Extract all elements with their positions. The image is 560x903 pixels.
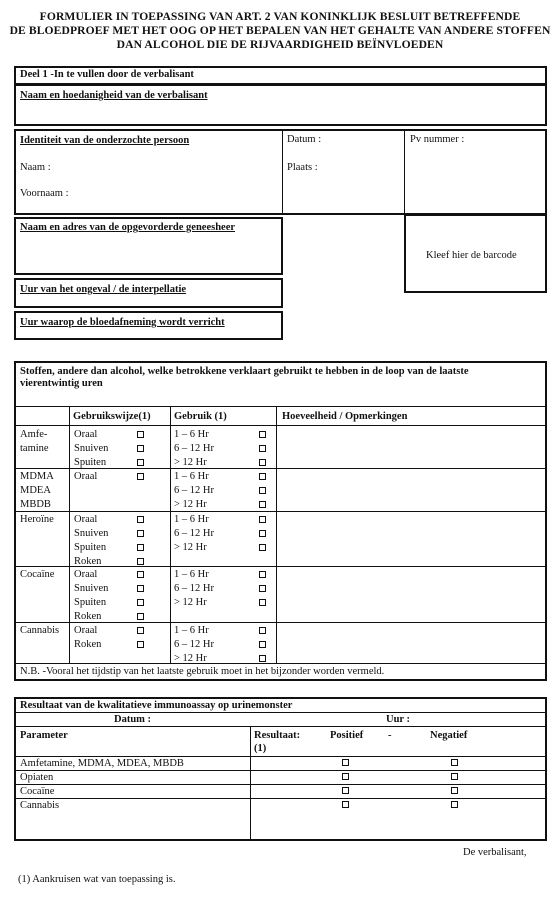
wijze-checkbox[interactable] bbox=[137, 459, 144, 466]
datum-field[interactable]: Datum : bbox=[287, 134, 322, 145]
negatief-checkbox[interactable] bbox=[451, 773, 458, 780]
substance-mdma-line-2: MDEA bbox=[20, 485, 51, 496]
parameter-row-cocaine: Cocaïne bbox=[20, 786, 55, 797]
col-divider-2 bbox=[170, 407, 171, 663]
datum-rule bbox=[15, 726, 546, 727]
wijze-label: Snuiven bbox=[74, 443, 109, 454]
negatief-checkbox[interactable] bbox=[451, 787, 458, 794]
form-title-line-3: DAN ALCOHOL DIE DE RIJVAARDIGHEID BEÏNVLOEDEN bbox=[116, 38, 444, 51]
identity-divider-1 bbox=[282, 130, 283, 215]
resultaat-footnote-ref: (1) bbox=[254, 743, 267, 754]
positief-negatief-dash: - bbox=[388, 730, 392, 741]
time-checkbox[interactable] bbox=[259, 585, 266, 592]
wijze-checkbox[interactable] bbox=[137, 585, 144, 592]
stoffen-note: N.B. -Vooral het tijdstip van het laatste gebruik moet in het bijzonder worden vermeld. bbox=[20, 666, 385, 677]
column-header-rule bbox=[15, 425, 546, 426]
time-label: 6 – 12 Hr bbox=[174, 443, 214, 454]
deel1-header: Deel 1 -In te vullen door de verbalisant bbox=[20, 69, 194, 80]
stoffen-header-rule bbox=[15, 406, 546, 407]
form-title-line-2: DE BLOEDPROEF MET HET OOG OP HET BEPALEN VAN HET GEHALTE VAN ANDERE STOFFEN bbox=[9, 24, 551, 37]
identiteit-label: Identiteit van de onderzochte persoon bbox=[20, 135, 190, 146]
time-checkbox[interactable] bbox=[259, 487, 266, 494]
time-label: > 12 Hr bbox=[174, 457, 207, 468]
wijze-label: Snuiven bbox=[74, 528, 109, 539]
resultaat-uur[interactable]: Uur : bbox=[386, 714, 411, 725]
wijze-checkbox[interactable] bbox=[137, 530, 144, 537]
wijze-checkbox[interactable] bbox=[137, 445, 144, 452]
wijze-label: Roken bbox=[74, 639, 102, 650]
time-checkbox[interactable] bbox=[259, 431, 266, 438]
wijze-checkbox[interactable] bbox=[137, 571, 144, 578]
time-label: 1 – 6 Hr bbox=[174, 429, 209, 440]
wijze-label: Oraal bbox=[74, 429, 98, 440]
negatief-label: Negatief bbox=[430, 730, 468, 741]
wijze-label: Spuiten bbox=[74, 457, 107, 468]
pv-nummer-field[interactable]: Pv nummer : bbox=[410, 134, 465, 145]
time-label: > 12 Hr bbox=[174, 653, 207, 664]
parameter-row-cannabis: Cannabis bbox=[20, 800, 60, 811]
row-rule bbox=[15, 622, 546, 623]
row-rule bbox=[15, 784, 546, 785]
wijze-checkbox[interactable] bbox=[137, 627, 144, 634]
resultaat-header-rule bbox=[15, 712, 546, 713]
time-checkbox[interactable] bbox=[259, 501, 266, 508]
positief-checkbox[interactable] bbox=[342, 759, 349, 766]
substance-cannabis: Cannabis bbox=[20, 625, 60, 636]
substance-amfetamine-line-2: tamine bbox=[20, 443, 49, 454]
row-rule bbox=[15, 798, 546, 799]
col-gebruikswijze: Gebruikswijze(1) bbox=[73, 411, 151, 422]
positief-checkbox[interactable] bbox=[342, 801, 349, 808]
row-rule bbox=[15, 468, 546, 469]
positief-label: Positief bbox=[330, 730, 364, 741]
resultaat-label: Resultaat: bbox=[254, 730, 301, 741]
positief-checkbox[interactable] bbox=[342, 787, 349, 794]
time-checkbox[interactable] bbox=[259, 641, 266, 648]
time-label: > 12 Hr bbox=[174, 597, 207, 608]
ongeval-label: Uur van het ongeval / de interpellatie bbox=[20, 284, 187, 295]
wijze-label: Spuiten bbox=[74, 597, 107, 608]
time-checkbox[interactable] bbox=[259, 571, 266, 578]
time-label: > 12 Hr bbox=[174, 542, 207, 553]
verbalisant-label: Naam en hoedanigheid van de verbalisant bbox=[20, 90, 208, 101]
wijze-label: Oraal bbox=[74, 569, 98, 580]
substance-mdma-line-3: MBDB bbox=[20, 499, 51, 510]
time-label: > 12 Hr bbox=[174, 499, 207, 510]
time-label: 6 – 12 Hr bbox=[174, 583, 214, 594]
wijze-label: Roken bbox=[74, 611, 102, 622]
barcode-label: Kleef hier de barcode bbox=[426, 250, 517, 261]
time-checkbox[interactable] bbox=[259, 473, 266, 480]
time-label: 1 – 6 Hr bbox=[174, 514, 209, 525]
time-checkbox[interactable] bbox=[259, 627, 266, 634]
time-checkbox[interactable] bbox=[259, 599, 266, 606]
wijze-checkbox[interactable] bbox=[137, 613, 144, 620]
time-label: 1 – 6 Hr bbox=[174, 471, 209, 482]
voornaam-field[interactable]: Voornaam : bbox=[20, 188, 69, 199]
row-rule bbox=[15, 770, 546, 771]
substance-cocaine: Cocaïne bbox=[20, 569, 55, 580]
wijze-checkbox[interactable] bbox=[137, 431, 144, 438]
footnote: (1) Aankruisen wat van toepassing is. bbox=[18, 874, 176, 885]
parameter-label: Parameter bbox=[20, 730, 68, 741]
stoffen-header-line-2: vierentwintig uren bbox=[20, 378, 103, 389]
wijze-checkbox[interactable] bbox=[137, 599, 144, 606]
naam-field[interactable]: Naam : bbox=[20, 162, 51, 173]
signature-label: De verbalisant, bbox=[463, 847, 527, 858]
form-title-line-1: FORMULIER IN TOEPASSING VAN ART. 2 VAN KONINKLIJK BESLUIT BETREFFENDE bbox=[39, 10, 521, 23]
wijze-label: Spuiten bbox=[74, 542, 107, 553]
time-label: 6 – 12 Hr bbox=[174, 639, 214, 650]
time-label: 1 – 6 Hr bbox=[174, 625, 209, 636]
wijze-checkbox[interactable] bbox=[137, 544, 144, 551]
plaats-field[interactable]: Plaats : bbox=[287, 162, 318, 173]
parameter-row-amfetamine: Amfetamine, MDMA, MDEA, MBDB bbox=[20, 758, 184, 769]
wijze-label: Snuiven bbox=[74, 583, 109, 594]
wijze-label: Oraal bbox=[74, 471, 98, 482]
col-divider-1 bbox=[69, 407, 70, 663]
wijze-label: Oraal bbox=[74, 625, 98, 636]
negatief-checkbox[interactable] bbox=[451, 801, 458, 808]
time-checkbox[interactable] bbox=[259, 544, 266, 551]
time-checkbox[interactable] bbox=[259, 459, 266, 466]
time-checkbox[interactable] bbox=[259, 516, 266, 523]
wijze-checkbox[interactable] bbox=[137, 558, 144, 565]
row-rule bbox=[15, 566, 546, 567]
identity-divider-2 bbox=[404, 130, 405, 215]
substance-mdma-line-1: MDMA bbox=[20, 471, 54, 482]
col-divider-3 bbox=[276, 407, 277, 663]
geneesheer-label: Naam en adres van de opgevorderde geneesheer bbox=[20, 222, 236, 233]
wijze-checkbox[interactable] bbox=[137, 473, 144, 480]
substance-amfetamine-line-1: Amfe- bbox=[20, 429, 48, 440]
wijze-checkbox[interactable] bbox=[137, 641, 144, 648]
wijze-checkbox[interactable] bbox=[137, 516, 144, 523]
parameter-rule bbox=[15, 756, 546, 757]
negatief-checkbox[interactable] bbox=[451, 759, 458, 766]
positief-checkbox[interactable] bbox=[342, 773, 349, 780]
wijze-label: Oraal bbox=[74, 514, 98, 525]
bloedafneming-label: Uur waarop de bloedafneming wordt verricht bbox=[20, 317, 225, 328]
note-rule bbox=[15, 663, 546, 664]
substance-heroine: Heroïne bbox=[20, 514, 54, 525]
time-checkbox[interactable] bbox=[259, 530, 266, 537]
resultaat-datum[interactable]: Datum : bbox=[114, 714, 152, 725]
time-checkbox[interactable] bbox=[259, 655, 266, 662]
time-label: 1 – 6 Hr bbox=[174, 569, 209, 580]
stoffen-header-line-1: Stoffen, andere dan alcohol, welke betrokkene verklaart gebruikt te hebben in de loop van de laatste bbox=[20, 366, 469, 377]
col-hoeveelheid: Hoeveelheid / Opmerkingen bbox=[282, 411, 408, 422]
resultaat-header: Resultaat van de kwalitatieve immunoassay op urinemonster bbox=[20, 700, 293, 711]
parameter-row-opiaten: Opiaten bbox=[20, 772, 54, 783]
row-rule bbox=[15, 511, 546, 512]
time-label: 6 – 12 Hr bbox=[174, 528, 214, 539]
col-gebruik: Gebruik (1) bbox=[174, 411, 227, 422]
wijze-label: Roken bbox=[74, 556, 102, 567]
form-title bbox=[0, 10, 560, 52]
time-checkbox[interactable] bbox=[259, 445, 266, 452]
time-label: 6 – 12 Hr bbox=[174, 485, 214, 496]
